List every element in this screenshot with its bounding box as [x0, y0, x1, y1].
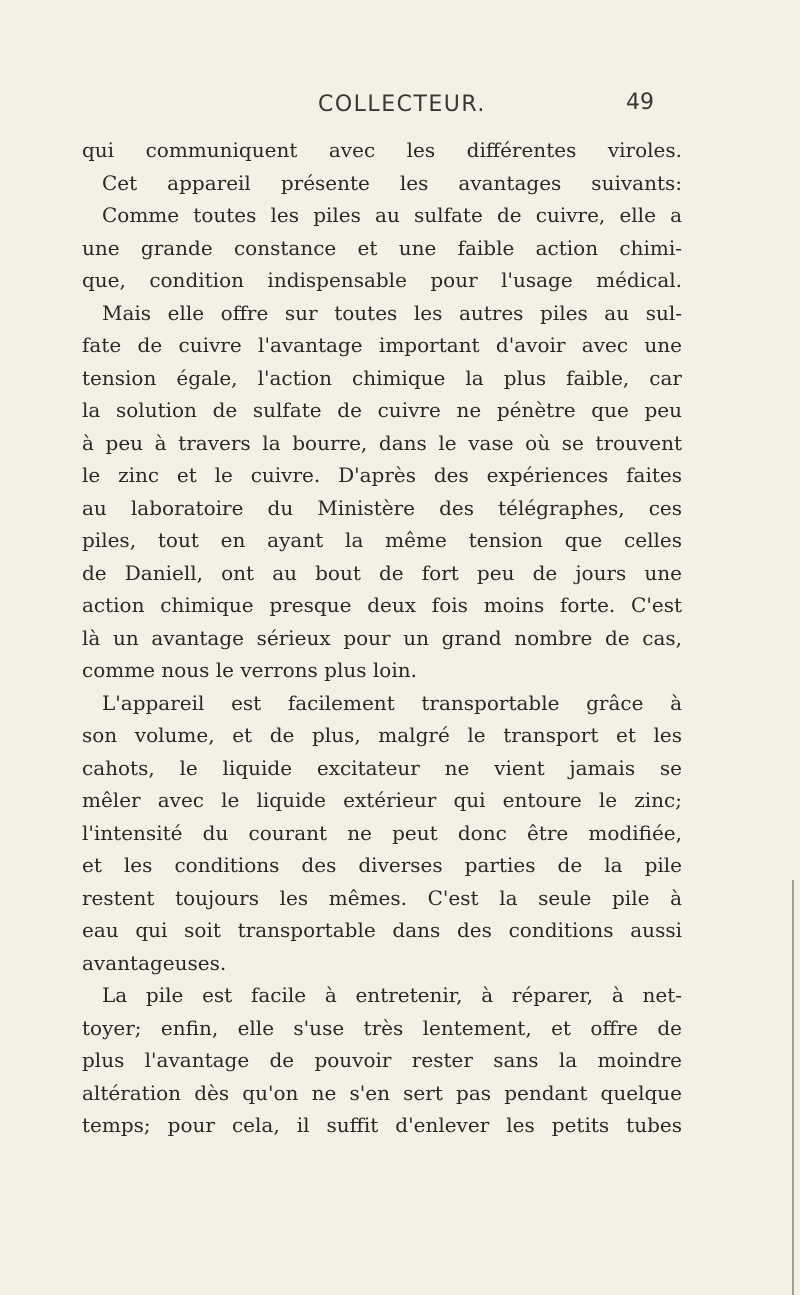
body-text [82, 134, 682, 1142]
text-line: mêler avec le liquide extérieur qui entoure le zinc; [82, 788, 682, 812]
text-line: temps; pour cela, il suffit d'enlever les petits tubes [82, 1113, 682, 1137]
text-line: Comme toutes les piles au sulfate de cuivre, elle a [102, 203, 682, 227]
text-line: et les conditions des diverses parties de la pile [82, 853, 682, 877]
text-line: Cet appareil présente les avantages suivants: [102, 170, 682, 195]
text-line: l'intensité du courant ne peut donc être modifiée, [82, 820, 682, 845]
running-head: COLLECTEUR. [318, 92, 486, 117]
text-line: à peu à travers la bourre, dans le vase où se trouvent [82, 430, 682, 455]
text-line: que, condition indispensable pour l'usage médical. [82, 268, 682, 292]
text-line: plus l'avantage de pouvoir rester sans la moindre [82, 1048, 682, 1072]
text-line: qui communiquent avec les différentes viroles. [82, 138, 682, 162]
text-line: la solution de sulfate de cuivre ne pénètre que peu [82, 398, 682, 422]
text-line: cahots, le liquide excitateur ne vient jamais se [82, 755, 682, 780]
text-line: eau qui soit transportable dans des conditions aussi [82, 918, 682, 942]
page-number: 49 [626, 90, 654, 115]
text-line: le zinc et le cuivre. D'après des expériences faites [82, 463, 682, 487]
page-header [0, 86, 800, 126]
text-line: une grande constance et une faible action chimi- [82, 235, 682, 260]
text-line: au laboratoire du Ministère des télégraphes, ces [82, 495, 682, 520]
text-line: La pile est facile à entretenir, à réparer, à net- [102, 983, 682, 1007]
text-line: tension égale, l'action chimique la plus faible, car [82, 365, 682, 390]
text-line: altération dès qu'on ne s'en sert pas pendant quelque [82, 1080, 682, 1105]
text-line: avantageuses. [82, 950, 227, 975]
text-line: action chimique presque deux fois moins forte. C'est [82, 593, 682, 617]
text-line: toyer; enfin, elle s'use très lentement, et offre de [82, 1015, 682, 1040]
text-line: de Daniell, ont au bout de fort peu de jours une [82, 560, 682, 585]
page-edge-shadow [792, 880, 794, 1295]
text-line: piles, tout en ayant la même tension que celles [82, 528, 682, 552]
text-line: Mais elle offre sur toutes les autres piles au sul- [102, 300, 682, 325]
text-line: comme nous le verrons plus loin. [82, 658, 417, 682]
text-line: restent toujours les mêmes. C'est la seule pile à [82, 885, 682, 910]
text-line: L'appareil est facilement transportable grâce à [102, 690, 682, 715]
text-line: là un avantage sérieux pour un grand nombre de cas, [82, 625, 682, 650]
text-line: fate de cuivre l'avantage important d'avoir avec une [82, 333, 682, 357]
text-line: son volume, et de plus, malgré le transport et les [82, 723, 682, 747]
